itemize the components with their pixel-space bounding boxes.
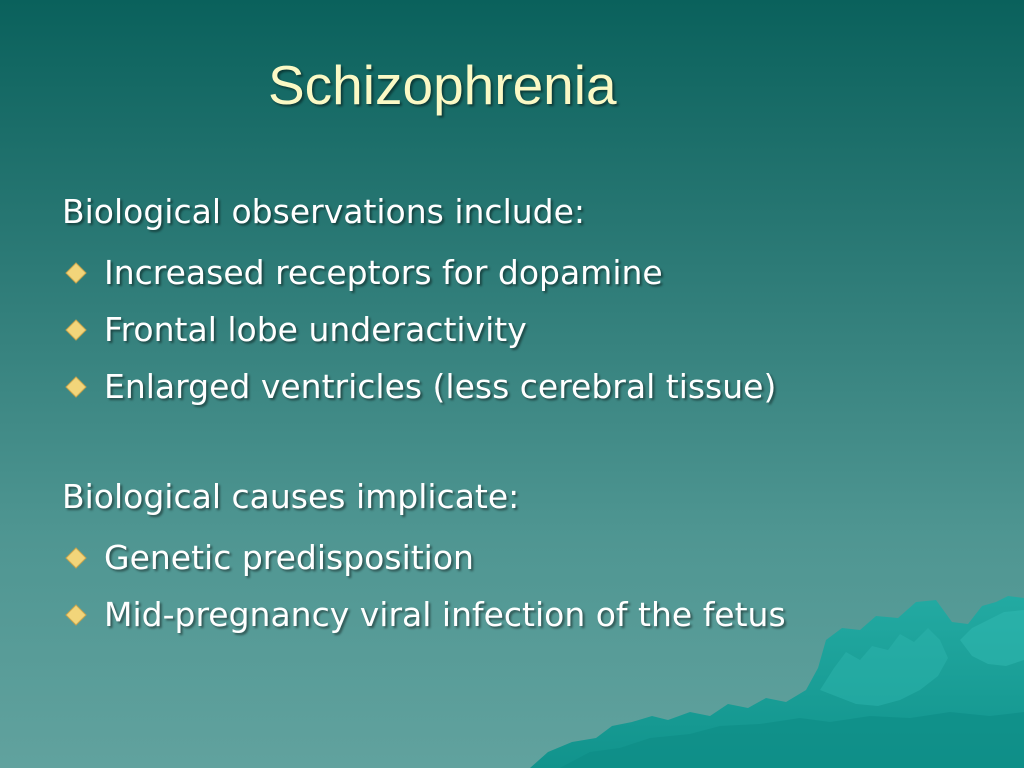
- diamond-icon: [64, 546, 88, 570]
- section-heading-causes: Biological causes implicate:: [62, 477, 520, 516]
- diamond-icon: [64, 261, 88, 285]
- bullet-text: Enlarged ventricles (less cerebral tissue): [104, 366, 777, 406]
- diamond-icon: [64, 603, 88, 627]
- bullet-item: [62, 244, 1002, 301]
- spacer: [62, 415, 1002, 472]
- bullet-item: [62, 529, 1002, 586]
- diamond-icon: [64, 375, 88, 399]
- bullet-text: Increased receptors for dopamine: [104, 252, 663, 292]
- bullet-item: [62, 358, 1002, 415]
- bullet-text: Genetic predisposition: [104, 537, 474, 577]
- slide-title: Schizophrenia: [268, 54, 617, 116]
- bullet-text: Frontal lobe underactivity: [104, 309, 527, 349]
- bullet-text: Mid-pregnancy viral infection of the fetus: [104, 594, 786, 634]
- diamond-icon: [64, 318, 88, 342]
- bullet-item: [62, 301, 1002, 358]
- section-heading-observations: Biological observations include:: [62, 192, 586, 231]
- slide-body: [62, 187, 1002, 643]
- bullet-item: [62, 586, 1002, 643]
